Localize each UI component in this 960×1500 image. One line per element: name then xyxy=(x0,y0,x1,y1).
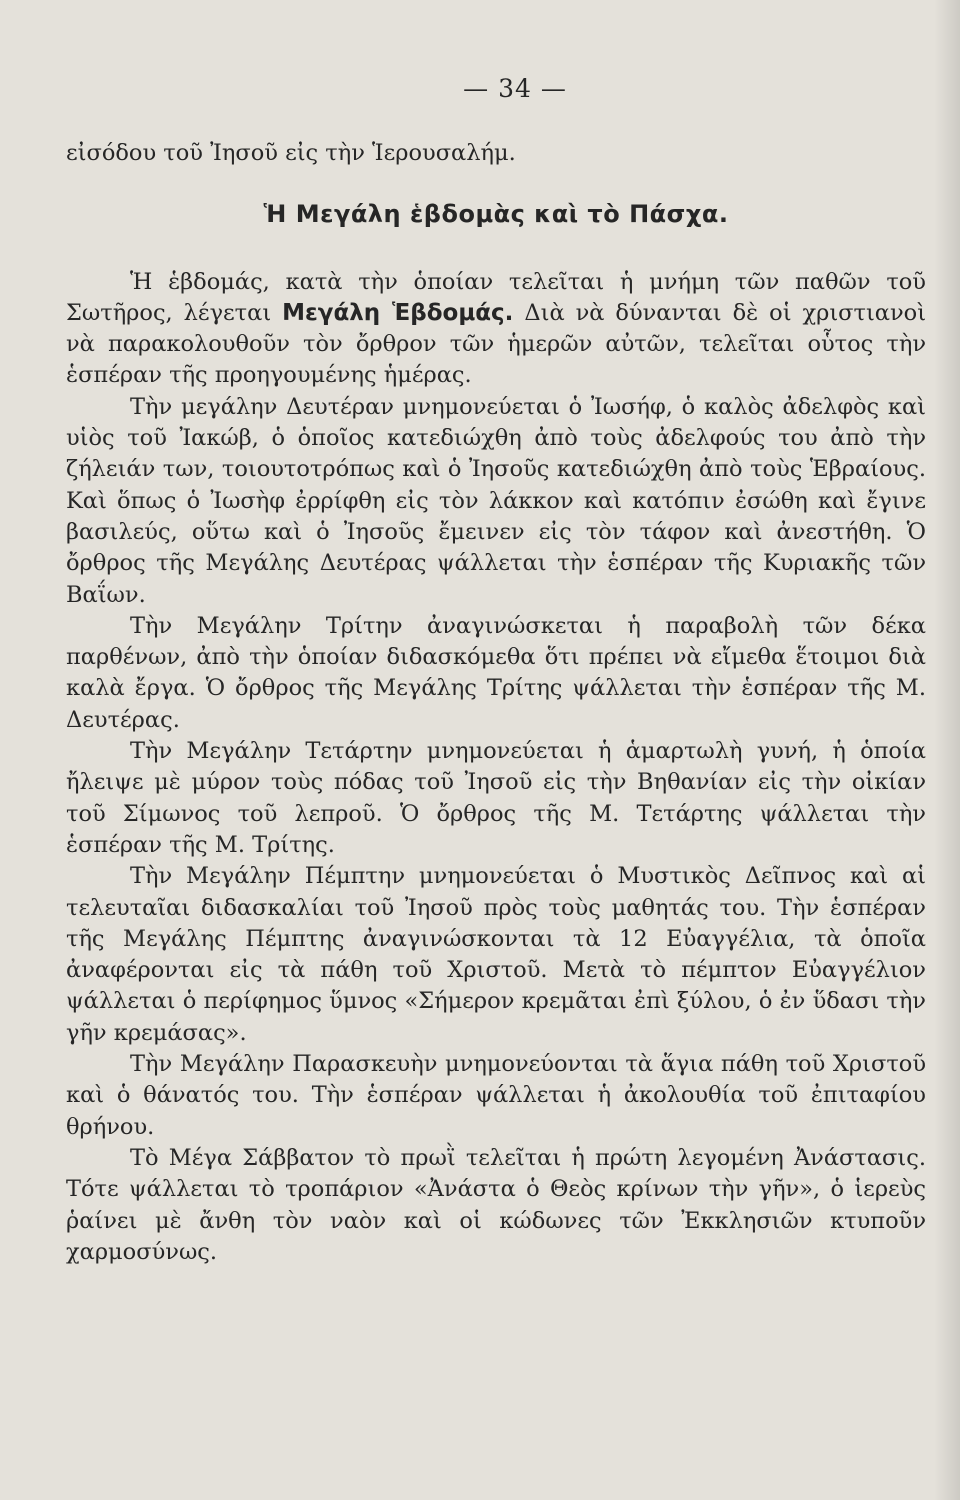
paragraph-saturday: Τὸ Μέγα Σάββατον τὸ πρωῒ τελεῖται ἡ πρώτη λεγομένη Ἀνάστασις. Τότε ψάλλεται τὸ τροπάριον «Ἀνάστα ὁ Θεὸς κρίνων τὴν γῆν», ὁ ἱερεὺς ῥαίνει μὲ ἄνθη τὸν ναὸν καὶ οἱ κώδωνες τῶν Ἐκκλησιῶν κτυποῦν χαρμοσύνως. xyxy=(66,1144,926,1265)
paragraph-holy-week xyxy=(66,267,926,392)
paragraph-friday: Τὴν Μεγάλην Παρασκευὴν μνημονεύονται τὰ ἅγια πάθη τοῦ Χριστοῦ καὶ ὁ θάνατός του. Τὴν ἑσπέραν ψάλλεται ἡ ἀκολουθία τοῦ ἐπιταφίου θρήνου. xyxy=(66,1051,926,1140)
paragraph-text: Ἡ ἑβδομάς, κατὰ τὴν ὁποίαν τελεῖται ἡ μνήμη τῶν παθῶν τοῦ Σωτῆρος, λέγεται xyxy=(66,268,926,326)
bold-term: Μεγάλη Ἑβδομάς. xyxy=(282,299,514,326)
paragraph-text: Διὰ νὰ δύνανται δὲ οἱ χριστιανοὶ νὰ παρακολουθοῦν τὸν ὄρθρον τῶν ἡμερῶν αὐτῶν, τελεῖται οὗτος τὴν ἑσπέραν τῆς προηγουμένης ἡμέρας. xyxy=(66,299,927,389)
section-heading: Ἡ Μεγάλη ἑβδομὰς καὶ τὸ Πάσχα. xyxy=(263,200,729,229)
body-text xyxy=(66,138,926,1268)
paragraph-thursday: Τὴν Μεγάλην Πέμπτην μνημονεύεται ὁ Μυστικὸς Δεῖπνος καὶ αἱ τελευταῖαι διδασκαλίαι τοῦ Ἰησοῦ πρὸς τοὺς μαθητάς του. Τὴν ἑσπέραν τῆς Μεγάλης Πέμπτης ἀναγινώσκονται τὰ 12 Εὐαγγέλια, τὰ ὁποῖα ἀναφέρονται εἰς τὰ πάθη τοῦ Χριστοῦ. Μετὰ τὸ πέμπτον Εὐαγγέλιον ψάλλεται ὁ περίφημος ὕμνος «Σήμερον κρεμᾶται ἐπὶ ξύλου, ὁ ἐν ὕδασι τὴν γῆν κρεμάσας». xyxy=(66,863,926,1046)
paragraph-tuesday: Τὴν Μεγάλην Τρίτην ἀναγινώσκεται ἡ παραβολὴ τῶν δέκα παρθένων, ἀπὸ τὴν ὁποίαν διδασκόμεθα ὅτι πρέπει νὰ εἴμεθα ἕτοιμοι διὰ καλὰ ἔργα. Ὁ ὄρθρος τῆς Μεγάλης Τρίτης ψάλλεται τὴν ἑσπέραν τῆς Μ. Δευτέρας. xyxy=(66,612,926,733)
paragraph-wednesday: Τὴν Μεγάλην Τετάρτην μνημονεύεται ἡ ἁμαρτωλὴ γυνή, ἡ ὁποία ἤλειψε μὲ μύρον τοὺς πόδας τοῦ Ἰησοῦ εἰς τὴν Βηθανίαν εἰς τὴν οἰκίαν τοῦ Σίμωνος τοῦ λεπροῦ. Ὁ ὄρθρος τῆς Μ. Τετάρτης ψάλλεται τὴν ἑσπέραν τῆς Μ. Τρίτης. xyxy=(66,738,926,858)
continuation-line: εἰσόδου τοῦ Ἰησοῦ εἰς τὴν Ἱερουσαλήμ. xyxy=(66,140,516,166)
page-number: — 34 — xyxy=(463,74,567,103)
paragraph-monday: Τὴν μεγάλην Δευτέραν μνημονεύεται ὁ Ἰωσήφ, ὁ καλὸς ἀδελφὸς καὶ υἱὸς τοῦ Ἰακώβ, ὁ ὁποῖος κατεδιώχθη ἀπὸ τοὺς ἀδελφούς του ἀπὸ τὴν ζήλειάν των, τοιουτοτρόπως καὶ ὁ Ἰησοῦς κατεδιώχθη ἀπὸ τοὺς Ἑβραίους. Καὶ ὅπως ὁ Ἰωσὴφ ἐρρίφθη εἰς τὸν λάκκον καὶ κατόπιν ἐσώθη καὶ ἔγινε βασιλεύς, οὕτω καὶ ὁ Ἰησοῦς ἔμεινεν εἰς τὸν τάφον καὶ ἀνεστήθη. Ὁ ὄρθρος τῆς Μεγάλης Δευτέρας ψάλλεται τὴν ἑσπέραν τῆς Κυριακῆς τῶν Βαΐων. xyxy=(66,393,926,608)
